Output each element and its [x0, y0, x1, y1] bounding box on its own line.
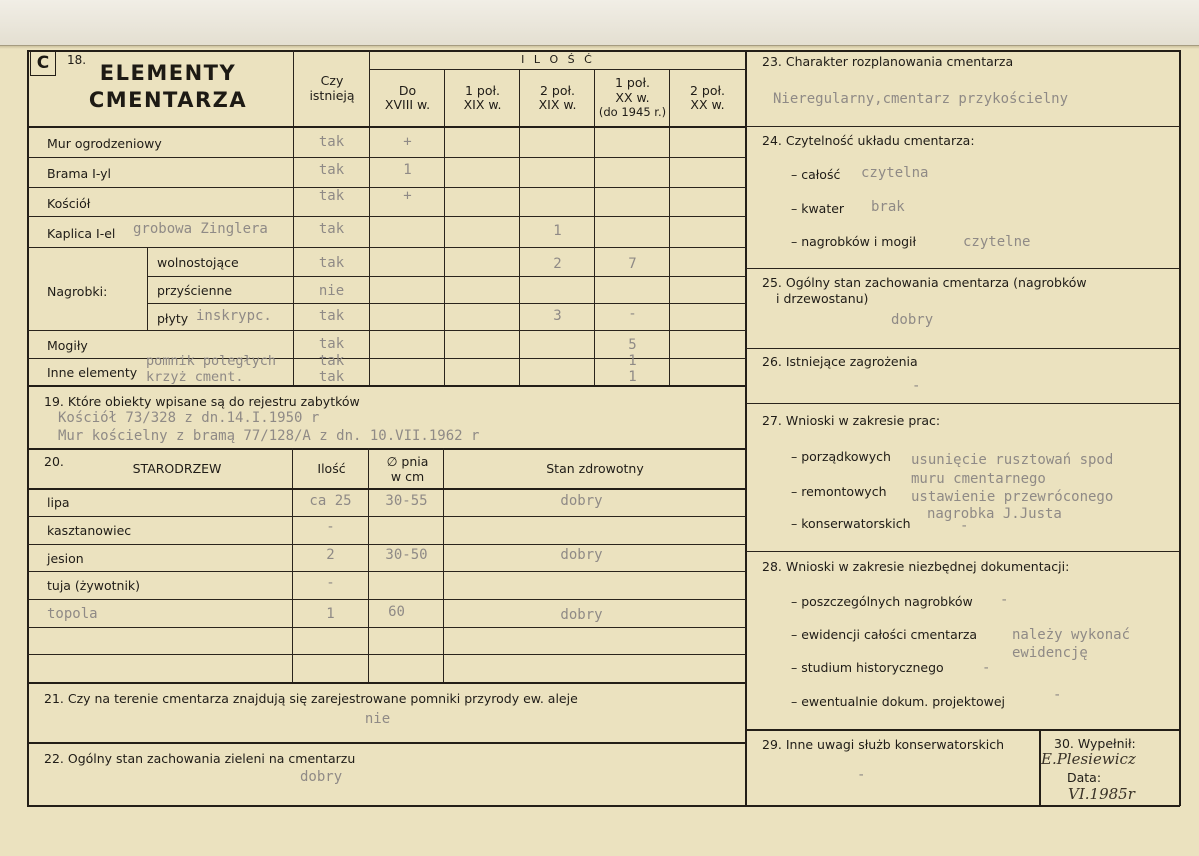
row-label-kaplica: Kaplica I-el: [47, 226, 116, 241]
s27-item-value: usunięcie rusztowań spod: [911, 452, 1114, 468]
row-value-plyty-p2-19: 3: [553, 308, 562, 324]
s18-row-line: [27, 216, 746, 217]
s28-item-value: -: [982, 660, 991, 676]
row-value-kosciol-do18: +: [403, 188, 412, 204]
row-value-mur-do18: +: [403, 134, 412, 150]
frame-left: [27, 50, 29, 806]
row-label-inne: Inne elementy: [47, 365, 138, 380]
s18-row-line: [27, 247, 746, 248]
frame-middle-divider: [745, 50, 747, 806]
s27-item-value: muru cmentarnego: [911, 471, 1046, 487]
section-18-title-line1: ELEMENTY: [99, 61, 237, 85]
section-18-number: 18.: [67, 53, 87, 67]
section-20-col-stan: Stan zdrowotny: [546, 461, 644, 476]
s18-row-line: [27, 187, 746, 188]
header-czy-line2: istnieją: [309, 88, 355, 103]
tree-row-ilosc: ca 25: [309, 493, 352, 509]
s27-item-label: – konserwatorskich: [791, 516, 911, 531]
s27-item-value: ustawienie przewróconego: [911, 489, 1114, 505]
section-30-date: VI.1985r: [1068, 785, 1135, 803]
tree-row-name: tuja (żywotnik): [47, 578, 141, 593]
section-20-number: 20.: [44, 454, 64, 469]
row-label-przyscienne: przyścienne: [157, 283, 233, 298]
frame-right: [1179, 50, 1181, 730]
header-period-4-l2: XX w.: [615, 90, 650, 105]
tree-row-pien: 60: [388, 604, 405, 620]
s24-item-label: – nagrobków i mogił: [791, 234, 917, 249]
s28-bottom: [746, 729, 1180, 731]
s30-right-border: [1179, 729, 1181, 806]
s27-item-label: – porządkowych: [791, 449, 891, 464]
row-value-wolno-exists: tak: [318, 255, 345, 271]
s24-item-value: czytelna: [861, 165, 929, 181]
s18-ilosc-underline: [369, 69, 746, 70]
row-value-kaplica-p2-19: 1: [553, 223, 562, 239]
s24-item-label: – całość: [791, 167, 841, 182]
s21-bottom: [27, 742, 747, 744]
s20-row-line: [27, 627, 746, 628]
row-label-mogily: Mogiły: [47, 338, 88, 353]
row-label-plyty: płyty: [157, 311, 189, 326]
frame-bottom-left: [27, 805, 747, 807]
row-value-brama-exists: tak: [318, 162, 345, 178]
row-label-kosciol: Kościół: [47, 196, 91, 211]
header-period-3-l2: XIX w.: [538, 97, 577, 112]
s24-item-label: – kwater: [791, 201, 845, 216]
s27-item-label: – remontowych: [791, 484, 887, 499]
s20-row-line: [27, 599, 746, 600]
s24-item-value: czytelne: [963, 234, 1031, 250]
section-22-value: dobry: [300, 769, 343, 785]
header-period-4-l1: 1 poł.: [614, 75, 651, 90]
row-label-wolnostojace: wolnostojące: [157, 255, 239, 270]
s27-extra-value: nagrobka J.Justa: [927, 506, 1062, 522]
s27-extra-dash: -: [960, 518, 969, 534]
section-19-label: 19. Które obiekty wpisane są do rejestru zabytków: [44, 394, 360, 409]
row-note-kaplica: grobowa Zinglera: [133, 221, 268, 237]
row-value-inne-exists-1: tak: [318, 353, 345, 369]
s20-row-line: [27, 654, 746, 655]
s28-item-value: należy wykonać: [1012, 627, 1131, 643]
header-period-2-l1: 1 poł.: [464, 83, 501, 98]
header-period-3-l1: 2 poł.: [539, 83, 576, 98]
row-value-wolno-p1-20: 7: [628, 256, 637, 272]
row-value-plyty-exists: tak: [318, 308, 345, 324]
s19-bottom: [27, 448, 747, 450]
section-21-value: nie: [364, 711, 391, 727]
tree-row-ilosc: -: [326, 575, 335, 591]
s28-item-label: – poszczególnych nagrobków: [791, 594, 973, 609]
row-label-nagrobki: Nagrobki:: [47, 284, 108, 299]
frame-top: [27, 50, 1180, 52]
row-value-inne-exists-2: tak: [318, 369, 345, 385]
row-value-mogily-p1-20: 5: [628, 337, 637, 353]
section-21-label: 21. Czy na terenie cmentarza znajdują się zarejestrowane pomniki przyrody ew. aleje: [44, 691, 578, 706]
section-20-title: STARODRZEW: [132, 461, 222, 476]
row-value-kaplica-exists: tak: [318, 221, 345, 237]
section-22-label: 22. Ogólny stan zachowania zieleni na cmentarzu: [44, 751, 356, 766]
tree-row-ilosc: -: [326, 519, 335, 535]
s28-item-label: – ewidencji całości cmentarza: [791, 627, 978, 642]
tree-row-ilosc: 1: [326, 606, 335, 622]
row-note-inne-1: pomnik poległych: [146, 353, 277, 369]
section-25-value: dobry: [891, 312, 934, 328]
section-24-label: 24. Czytelność układu cmentarza:: [762, 133, 975, 148]
s24-bottom: [746, 268, 1180, 269]
row-note-inne-2: krzyż cment.: [146, 369, 244, 385]
row-label-brama: Brama I-yl: [47, 166, 112, 181]
section-26-value: -: [912, 378, 921, 394]
s18-col-line-2: [444, 69, 445, 385]
section-26-label: 26. Istniejące zagrożenia: [762, 354, 918, 369]
section-23-value: Nieregularny,cmentarz przykościelny: [773, 91, 1069, 107]
section-letter-box: C: [30, 50, 56, 76]
s20-row-line: [27, 544, 746, 545]
section-20-col-pnia-2: w cm: [390, 469, 425, 484]
section-29-label: 29. Inne uwagi służb konserwatorskich: [762, 737, 1004, 752]
section-25-label-1: 25. Ogólny stan zachowania cmentarza (nagrobków: [762, 275, 1087, 290]
tree-row-name: jesion: [47, 551, 84, 566]
header-period-2-l2: XIX w.: [463, 97, 502, 112]
header-ilosc: I L O Ś Ć: [521, 53, 595, 66]
s18-row-line: [27, 157, 746, 158]
row-value-przysc-exists: nie: [318, 283, 345, 299]
s25-bottom: [746, 348, 1180, 349]
header-period-1-l1: Do: [398, 83, 417, 98]
section-23-label: 23. Charakter rozplanowania cmentarza: [762, 54, 1014, 69]
s27-bottom: [746, 551, 1180, 552]
s20-bottom: [27, 682, 747, 684]
frame-bottom-right: [746, 805, 1180, 807]
row-label-mur: Mur ogrodzeniowy: [47, 136, 162, 151]
tree-row-stan: dobry: [560, 493, 603, 509]
row-value-wolno-p2-19: 2: [553, 256, 562, 272]
tree-row-pien: 30-55: [385, 493, 428, 509]
s23-bottom: [746, 126, 1180, 127]
header-period-5-l2: XX w.: [690, 97, 725, 112]
section-20-col-pnia-1: ∅ pnia: [386, 454, 429, 469]
section-19-line1: Kościół 73/328 z dn.14.I.1950 r: [58, 410, 320, 426]
tree-row-stan: dobry: [560, 607, 603, 623]
s18-col-line-1: [369, 50, 370, 385]
header-period-4-l3: (do 1945 r.): [598, 105, 667, 119]
s20-col-line-2: [368, 448, 369, 682]
s18-row-line: [147, 303, 746, 304]
s28-item-label: – studium historycznego: [791, 660, 944, 675]
tree-row-name: kasztanowiec: [47, 523, 132, 538]
section-30-date-label: Data:: [1067, 770, 1102, 785]
s18-row-line: [147, 276, 746, 277]
s24-item-value: brak: [871, 199, 905, 215]
row-note-plyty: inskrypc.: [196, 308, 272, 324]
tape-shadow: [0, 45, 1199, 49]
section-18-title-line2: CMENTARZA: [88, 88, 248, 112]
row-value-inne-p1-20-b: 1: [628, 369, 637, 385]
section-25-label-2: i drzewostanu): [776, 291, 869, 306]
row-value-mur-exists: tak: [318, 134, 345, 150]
s26-bottom: [746, 403, 1180, 404]
row-value-mogily-exists: tak: [318, 336, 345, 352]
s18-row-line: [27, 330, 746, 331]
adhesive-tape-strip: [0, 0, 1199, 46]
s18-header-bottom: [27, 126, 747, 128]
s28-extra-value: ewidencję: [1012, 645, 1088, 661]
s28-item-label: – ewentualnie dokum. projektowej: [791, 694, 1006, 709]
tree-row-ilosc: 2: [326, 547, 335, 563]
s20-row-line: [27, 571, 746, 572]
s20-col-line-1: [292, 448, 293, 682]
section-30-name: E.Plesiewicz: [1041, 750, 1136, 768]
section-30-label: 30. Wypełnił:: [1054, 736, 1136, 751]
section-28-label: 28. Wnioski w zakresie niezbędnej dokumentacji:: [762, 559, 1070, 574]
s28-item-value: -: [1053, 687, 1062, 703]
tree-row-name: topola: [47, 606, 98, 622]
row-value-inne-p1-20-a: 1: [628, 353, 637, 369]
tree-row-name: lipa: [47, 495, 70, 510]
section-20-col-ilosc: Ilość: [317, 461, 346, 476]
s20-row-line: [27, 516, 746, 517]
s28-item-value: -: [1000, 592, 1009, 608]
row-value-plyty-p1-20: -: [628, 306, 637, 322]
s20-header-bottom: [27, 488, 747, 490]
section-19-line2: Mur kościelny z bramą 77/128/A z dn. 10.VII.1962 r: [58, 428, 480, 444]
row-value-brama-do18: 1: [403, 162, 412, 178]
tree-row-stan: dobry: [560, 547, 603, 563]
s18-col-line-czy: [293, 50, 294, 385]
header-period-5-l1: 2 poł.: [689, 83, 726, 98]
s20-col-line-3: [443, 448, 444, 682]
section-27-label: 27. Wnioski w zakresie prac:: [762, 413, 941, 428]
section-29-value: -: [857, 767, 866, 783]
row-value-kosciol-exists: tak: [318, 188, 345, 204]
header-czy-line1: Czy: [320, 73, 344, 88]
s18-nagrobki-divider: [147, 247, 148, 330]
tree-row-pien: 30-50: [385, 547, 428, 563]
header-period-1-l2: XVIII w.: [384, 97, 431, 112]
